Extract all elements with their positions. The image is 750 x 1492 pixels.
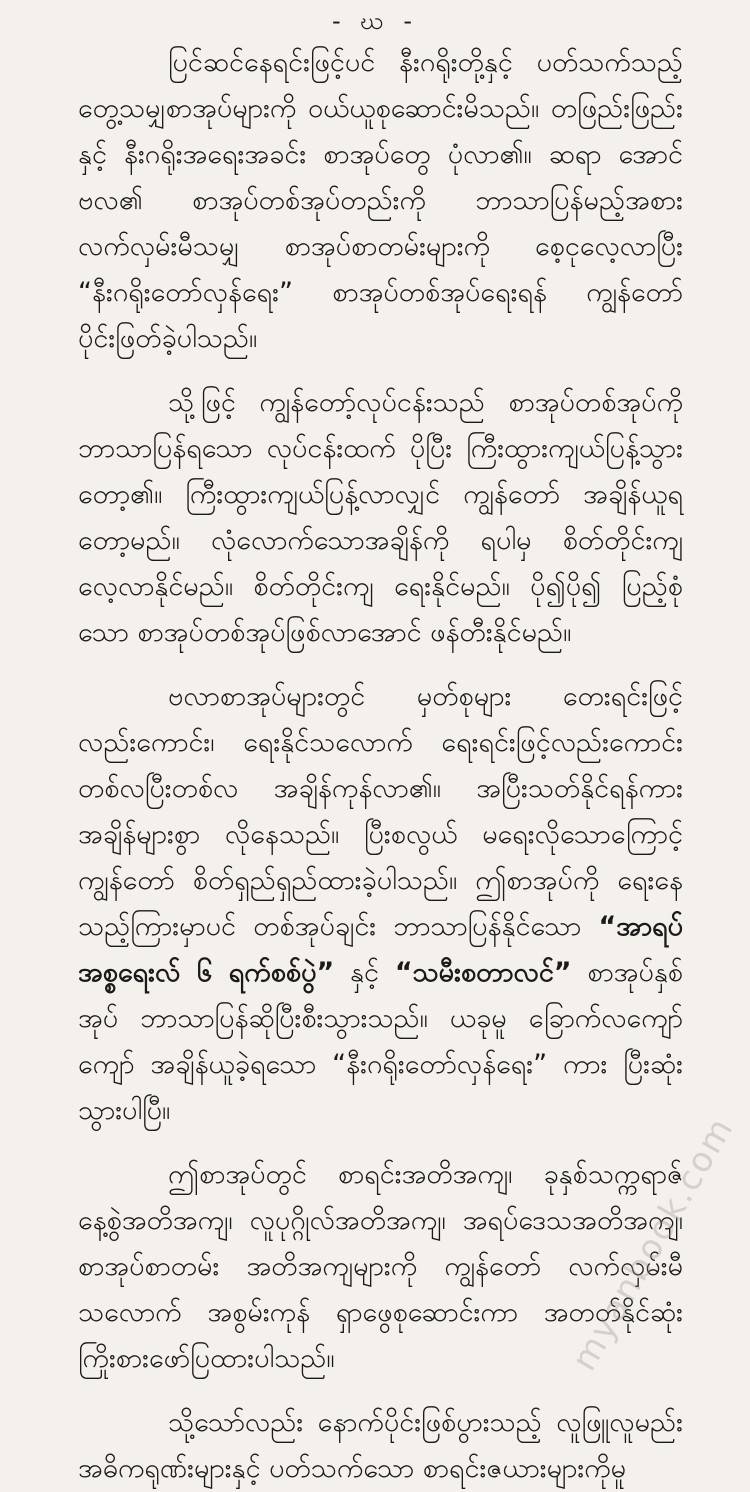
paragraph (78, 40, 683, 362)
body-text (78, 40, 683, 1492)
paragraph (78, 1400, 683, 1492)
page-number: - ဃ - (332, 7, 418, 35)
paragraph-text: ဤစာအုပ်တွင် စာရင်းအတိအကျ၊ ခုနှစ်သက္ကရာဇ် နေ့စွဲအတိအကျ၊ လူပုဂ္ဂိုလ်အတိအကျ၊ အရပ်ဒေသအတိအကျ၊ စာအုပ်စာတမ်း အတိအကျများကို ကျွန်တော် လက်လှမ်းမီသလောက် အစွမ်းကုန် ရှာဖွေစုဆောင်းကာ အတတ်နိုင်ဆုံး ကြိုးစားဖော်ပြထားပါသည်။ (78, 1159, 683, 1374)
bold-title-text: “သမီးစတာလင်” (394, 957, 572, 988)
paragraph-text: နှင့် (334, 957, 395, 988)
paragraph-text: စာအုပ်တစ်အုပ်ရေးရန် ကျွန်တော် ပိုင်းဖြတ်ခဲ့ပါသည်။ (78, 277, 683, 354)
paragraph (78, 380, 683, 656)
paragraph-text: “နီးဂရိုးတော်လှန်ရေး” (78, 277, 293, 308)
paragraph-text: ဗလာစာအုပ်များတွင် မှတ်စုများ တေးရင်းဖြင့်လည်းကောင်း၊ ရေးနိုင်သလောက် ရေးရင်းဖြင့်လည်းကောင်း တစ်လပြီးတစ်လ အချိန်ကုန်လာ၏။ အပြီးသတ်နိုင်ရန်ကား အချိန်များစွာ လိုနေသည်။ ပြီးစလွယ် မရေးလိုသောကြောင့် ကျွန်တော် စိတ်ရှည်ရှည်ထားခဲ့ပါသည်။ ဤစာအုပ်ကို ရေးနေသည့်ကြားမှာပင် တစ်အုပ်ချင်း ဘာသာပြန်နိုင်သော (78, 681, 683, 942)
bold-title-text: “အာရပ် အစ္စရေးလ် ၆ ရက်စစ်ပွဲ” (78, 911, 683, 988)
paragraph-text: သို့သော်လည်း နောက်ပိုင်းဖြစ်ပွားသည့် လူဖြူလူမည်း အဓိကရုဏ်းများနှင့် ပတ်သက်သော စာရင်းဇယားများကိုမူ (78, 1407, 683, 1484)
watermark: myanbook.com (564, 1110, 742, 1378)
paragraph-text: စာအုပ်နှစ်အုပ် ဘာသာပြန်ဆိုပြီးစီးသွားသည်။ ယခုမူ ခြောက်လကျော်ကျော် အချိန်ယူခဲ့ရသော “နီးဂရိုးတော်လှန်ရေး” ကား ပြီးဆုံးသွားပါပြီ။ (78, 957, 683, 1126)
paragraph-text: ပြင်ဆင်နေရင်းဖြင့်ပင် နီးဂရိုးတို့နှင့် ပတ်သက်သည့် တွေ့သမျှစာအုပ်များကို ဝယ်ယူစုဆောင်းမိသည်။ တဖြည်းဖြည်းနှင့် နီးဂရိုးအရေးအခင်း စာအုပ်တွေ ပုံလာ၏။ ဆရာ အောင်ဗလ၏ စာအုပ်တစ်အုပ်တည်းကို ဘာသာပြန်မည့်အစား လက်လှမ်းမီသမျှ စာအုပ်စာတမ်းများကို စေ့ငုလေ့လာပြီး (78, 47, 683, 262)
paragraph (78, 674, 683, 1134)
paragraph-text: သို့ဖြင့် ကျွန်တော့်လုပ်ငန်းသည် စာအုပ်တစ်အုပ်ကို ဘာသာပြန်ရသော လုပ်ငန်းထက် ပိုပြီး ကြီးထွားကျယ်ပြန့်သွားတော့၏။ ကြီးထွားကျယ်ပြန့်လာလျှင် ကျွန်တော် အချိန်ယူရတော့မည်။ လုံလောက်သောအချိန်ကို ရပါမှ စိတ်တိုင်းကျ လေ့လာနိုင်မည်။ စိတ်တိုင်းကျ ရေးနိုင်မည်။ ပို၍ပို၍ ပြည့်စုံသော စာအုပ်တစ်အုပ်ဖြစ်လာအောင် ဖန်တီးနိုင်မည်။ (78, 387, 683, 648)
